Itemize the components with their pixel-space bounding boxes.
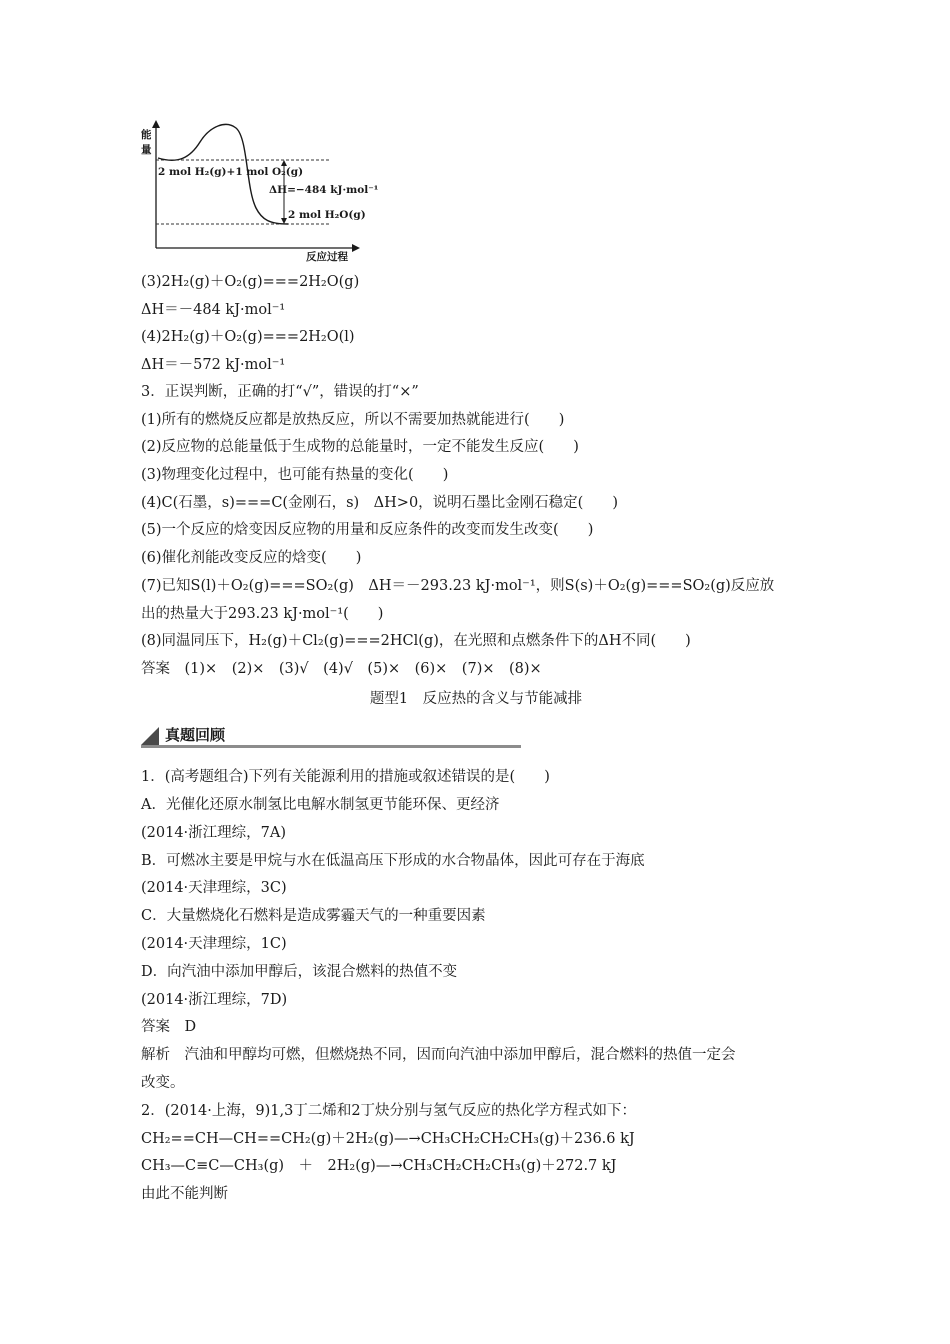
- q1-option-d: D．向汽油中添加甲醇后，该混合燃料的热值不变: [141, 964, 458, 980]
- eq-4-dh: ΔH＝－572 kJ·mol⁻¹: [141, 357, 286, 373]
- section-label: 真题回顾: [165, 726, 226, 744]
- q1-source-a: (2014·浙江理综，7A): [141, 825, 287, 841]
- judge-7: (7)已知S(l)＋O₂(g)===SO₂(g) ΔH＝－293.23 kJ·mol⁻¹，则S(s)＋O₂(g)===SO₂(g)反应放: [141, 578, 775, 594]
- judge-heading: 3．正误判断，正确的打“√”，错误的打“×”: [141, 384, 419, 400]
- q1-source-b: (2014·天津理综，3C): [141, 880, 287, 896]
- judge-3: (3)物理变化过程中，也可能有热量的变化( ): [141, 467, 449, 483]
- q2-prompt: 由此不能判断: [141, 1186, 228, 1202]
- judge-2: (2)反应物的总能量低于生成物的总能量时，一定不能发生反应( ): [141, 439, 579, 455]
- section-triangle-icon: [141, 727, 159, 745]
- eq-3: (3)2H₂(g)＋O₂(g)===2H₂O(g): [141, 274, 360, 290]
- eq-4: (4)2H₂(g)＋O₂(g)===2H₂O(l): [141, 329, 355, 345]
- judge-4: (4)C(石墨，s)===C(金刚石，s) ΔH>0，说明石墨比金刚石稳定( ): [141, 495, 618, 511]
- judge-5: (5)一个反应的焓变因反应物的用量和反应条件的改变而发生改变( ): [141, 522, 594, 538]
- q1-answer: 答案 D: [141, 1019, 197, 1035]
- q1-analysis-cont: 改变。: [141, 1075, 185, 1091]
- q1-source-d: (2014·浙江理综，7D): [141, 992, 288, 1008]
- product-label: 2 mol H₂O(g): [288, 209, 366, 221]
- q2-equation-1: CH₂==CH—CH==CH₂(g)＋2H₂(g)—→CH₃CH₂CH₂CH₃(g)＋236.6 kJ: [141, 1131, 635, 1147]
- delta-h-label: ΔH=−484 kJ·mol⁻¹: [269, 184, 378, 196]
- x-axis-arrow: [352, 244, 360, 252]
- q1-stem: 1．(高考题组合)下列有关能源利用的措施或叙述错误的是( ): [141, 769, 550, 785]
- q2-equation-2: CH₃—C≡C—CH₃(g) ＋ 2H₂(g)—→CH₃CH₂CH₂CH₃(g)＋272.7 kJ: [141, 1158, 617, 1174]
- y-label-2: 量: [141, 144, 152, 156]
- judge-8: (8)同温同压下，H₂(g)＋Cl₂(g)===2HCl(g)，在光照和点燃条件下的ΔH不同( ): [141, 633, 691, 649]
- q1-source-c: (2014·天津理综，1C): [141, 936, 287, 952]
- section-underline: [141, 745, 521, 748]
- energy-diagram: [138, 118, 378, 262]
- section-header: [141, 725, 521, 749]
- judge-7-cont: 出的热量大于293.23 kJ·mol⁻¹( ): [141, 606, 384, 622]
- y-label-1: 能: [141, 129, 152, 141]
- eq-3-dh: ΔH＝－484 kJ·mol⁻¹: [141, 302, 286, 318]
- q1-analysis: 解析 汽油和甲醇均可燃，但燃烧热不同，因而向汽油中添加甲醇后，混合燃料的热值一定会: [141, 1047, 736, 1063]
- judge-answer: 答案 (1)× (2)× (3)√ (4)√ (5)× (6)× (7)× (8)×: [141, 661, 542, 677]
- topic-title: 题型1 反应热的含义与节能减排: [369, 691, 583, 707]
- q1-option-a: A．光催化还原水制氢比电解水制氢更节能环保、更经济: [141, 797, 500, 813]
- y-axis-arrow: [152, 120, 160, 128]
- q1-option-b: B．可燃冰主要是甲烷与水在低温高压下形成的水合物晶体，因此可存在于海底: [141, 853, 645, 869]
- q2-stem: 2．(2014·上海，9)1,3丁二烯和2丁炔分别与氢气反应的热化学方程式如下：: [141, 1103, 637, 1119]
- judge-1: (1)所有的燃烧反应都是放热反应，所以不需要加热就能进行( ): [141, 412, 565, 428]
- reactants-label: 2 mol H₂(g)+1 mol O₂(g): [158, 166, 304, 178]
- judge-6: (6)催化剂能改变反应的焓变( ): [141, 550, 362, 566]
- x-axis-label: 反应过程: [306, 251, 348, 262]
- q1-option-c: C．大量燃烧化石燃料是造成雾霾天气的一种重要因素: [141, 908, 486, 924]
